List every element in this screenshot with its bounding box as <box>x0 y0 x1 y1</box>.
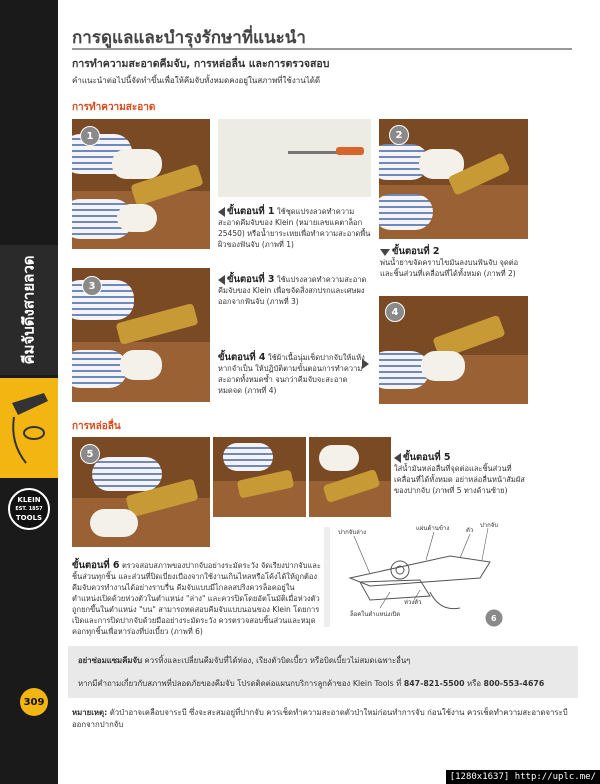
step-5-caption <box>394 452 534 496</box>
title-divider <box>72 48 572 50</box>
step-5-label: ขั้นตอนที่ 5 <box>403 452 451 463</box>
photo-brush-and-grip <box>218 119 371 197</box>
photo-badge-1: 1 <box>80 126 100 146</box>
photo-badge-5: 5 <box>80 444 100 464</box>
diagram-label-loop: ห่วงตัว <box>404 599 422 606</box>
diagram-label-body: ตัว <box>466 527 474 534</box>
grip-parts-diagram <box>330 522 512 634</box>
footnote <box>72 707 572 731</box>
diagram-badge-6: 6 <box>491 614 497 623</box>
resolution-tag: [1280x1637] http://uplc.me/ <box>446 770 600 784</box>
page-number: 309 <box>20 688 48 716</box>
klein-tools-logo <box>8 488 50 530</box>
grip-tool-icon <box>4 383 54 473</box>
photo-lubrication-a <box>213 437 306 517</box>
diagram-label-lock: ล็อคในตำแหน่งเปิด <box>350 611 401 618</box>
notes-panel <box>68 646 578 698</box>
step-1-caption <box>218 206 376 250</box>
step-3-label: ขั้นตอนที่ 3 <box>227 274 275 285</box>
arrow-left-icon <box>218 207 225 217</box>
logo-est: EST. <box>15 505 27 512</box>
diagram-label-side-plate: แผ่นด้านข้าง <box>416 525 450 532</box>
phone-2: 800-553-4676 <box>483 679 545 688</box>
photo-step-3 <box>72 268 210 402</box>
step-4-caption <box>218 352 370 396</box>
step-6-label: ขั้นตอนที่ 6 <box>72 560 120 571</box>
photo-step-2 <box>379 119 528 239</box>
step-6-caption <box>72 560 322 637</box>
footnote-label: หมายเหตุ: <box>72 708 108 717</box>
footnote-text: ตัวป่าอาจเคลือบจาระบี ซึ่งจะสะสมอยู่ที่ปากจับ ควรเช็ดทำความสะอาดตัวป่าใหม่ก่อนทำการจับ ก่อนใช้งาน ควรเช็ดทำความสะอาดจาระบีออกจากปากจับ <box>72 708 568 729</box>
step-3-text: ใช้แปรงลวดทำความสะอาดคีมจับของ Klein เพื่อขจัดสิ่งสกปรกและเศษผงออกจากฟันจับ (ภาพที่ 3) <box>218 275 367 306</box>
arrow-down-icon <box>380 249 390 256</box>
arrow-right-icon <box>362 359 369 369</box>
photo-step-5 <box>72 437 210 547</box>
sidebar-product-thumbnail <box>0 378 58 478</box>
note-1-text: ควรทิ้งและเปลี่ยนคีมจับที่ได้ท่อง, เรียงตัวบิดเบี้ยว หรือบิดเบี้ยวไม่สมดเฉพาะอื่นๆ <box>142 656 411 665</box>
logo-year: 1857 <box>28 505 43 512</box>
arrow-left-icon <box>394 453 401 463</box>
diagram-label-upper-jaw: ปากจับ <box>480 522 499 529</box>
note-2-text: หากมีคำถามเกี่ยวกับสภาพที่ปลอดภัยของคีมจับ โปรดติดต่อแผนกบริการลูกค้าของ Klein Tools ที่ <box>78 679 404 688</box>
step-2-caption <box>380 246 528 279</box>
photo-badge-3: 3 <box>82 276 102 296</box>
diagram-label-lower-jaw: ปากจับล่าง <box>338 529 367 536</box>
step-1-text: ใช้ชุดแปรงลวดทำความสะอาดคีมจับของ Klein (หมายเลขแคตาล็อก 25450) หรือน้ำยาระเหยเพื่อทำความสะอาดพื้นผิวของฟันจับ (ภาพที่ 1) <box>218 207 371 249</box>
photo-lubrication-b <box>309 437 391 517</box>
sidebar-category-label: คีมจับดึงสายลวด <box>20 255 38 365</box>
logo-top-text: KLEIN <box>17 495 41 504</box>
note-1-bold: อย่าซ่อมแซมคีมจับ <box>78 656 143 665</box>
section-heading-lubrication: การหล่อลื่น <box>72 421 121 432</box>
sidebar-category-tab <box>0 245 58 375</box>
step-5-text: ใส่น้ำมันหล่อลื่นที่จุดต่อและชิ้นส่วนที่เคลื่อนที่ได้ทั้งหมด อย่าหล่อลื่นหน้าสัมผัสของปากจับ (ภาพที่ 5 ทางด้านซ้าย) <box>394 464 525 495</box>
photo-badge-4: 4 <box>385 302 405 322</box>
phone-1: 847-821-5500 <box>403 679 465 688</box>
photo-step-1 <box>72 119 210 249</box>
step-4-label: ขั้นตอนที่ 4 <box>218 352 266 363</box>
page-subtitle: การทำความสะอาดคีมจับ, การหล่อลื่น และการตรวจสอบ <box>72 58 330 70</box>
arrow-left-icon <box>218 275 225 285</box>
note-2-mid: หรือ <box>464 679 484 688</box>
step-2-label: ขั้นตอนที่ 2 <box>392 246 440 257</box>
section-heading-cleaning: การทำความสะอาด <box>72 102 156 113</box>
note-contact <box>78 678 544 690</box>
step-6-text: ตรวจสอบสภาพของปากจับอย่างระมัดระวัง จัดเรียงปากจับและชิ้นส่วนทุกชิ้น และส่วนที่ปิดเบี่ยงเบืองจากใช้งานเกินไหลหรือโค้งได้ให้ถูกต้อง คีมจับควรทำงานได้อย่างราบรื่น คีมจับแบบมีไกลลสปริงควรล็อคอยู่ในตำแหน่งเปิดด้วยห่วงตัวในตำแหน่ง "ล่าง" และควรปิดโดยอัตโนมัติเมื่อห่วงตัวถูกยกขึ้นในตำแหน่ง "บน" สามารถทดสอบคีมจับแบบนอนของ Klein โดยการเปิดและการปิดปากจับด้วยมืออย่างระมัดระวัง ควรตรวจสอบชิ้นส่วนและหมุดคอกทุกชิ้นเพื่อหาร่องที่บ่งเบี้ยว (ภาพที่ 6) <box>72 561 321 636</box>
step-2-text: พ่นน้ำยาขจัดคราบไขมันลงบนฟันจับ จุดต่อและชิ้นส่วนที่เคลื่อนที่ได้ทั้งหมด (ภาพที่ 2) <box>380 258 519 278</box>
logo-est-text <box>15 505 42 514</box>
photo-step-4 <box>379 296 528 404</box>
step-3-caption <box>218 274 376 307</box>
page-title: การดูแลและบำรุงรักษาที่แนะนำ <box>72 28 306 48</box>
photo-badge-2: 2 <box>389 125 409 145</box>
step-1-label: ขั้นตอนที่ 1 <box>227 206 275 217</box>
step-4-text: ใช้ผ้าเนื้อนุ่มเช็ดปากจับให้แห้ง หากจำเป็น ให้ปฏิบัติตามขั้นตอนการทำความสะอาดทั้งหมดซ้ำ จนกว่าคีมจับจะสะอาดหมดจด (ภาพที่ 4) <box>218 353 365 395</box>
note-do-not-repair <box>78 655 410 667</box>
intro-text: คำแนะนำต่อไปนี้จัดทำขึ้นเพื่อให้คีมจับทั้งหมดคงอยู่ในสภาพที่ใช้งานได้ดี <box>72 76 321 85</box>
logo-bottom-text: TOOLS <box>15 513 43 522</box>
